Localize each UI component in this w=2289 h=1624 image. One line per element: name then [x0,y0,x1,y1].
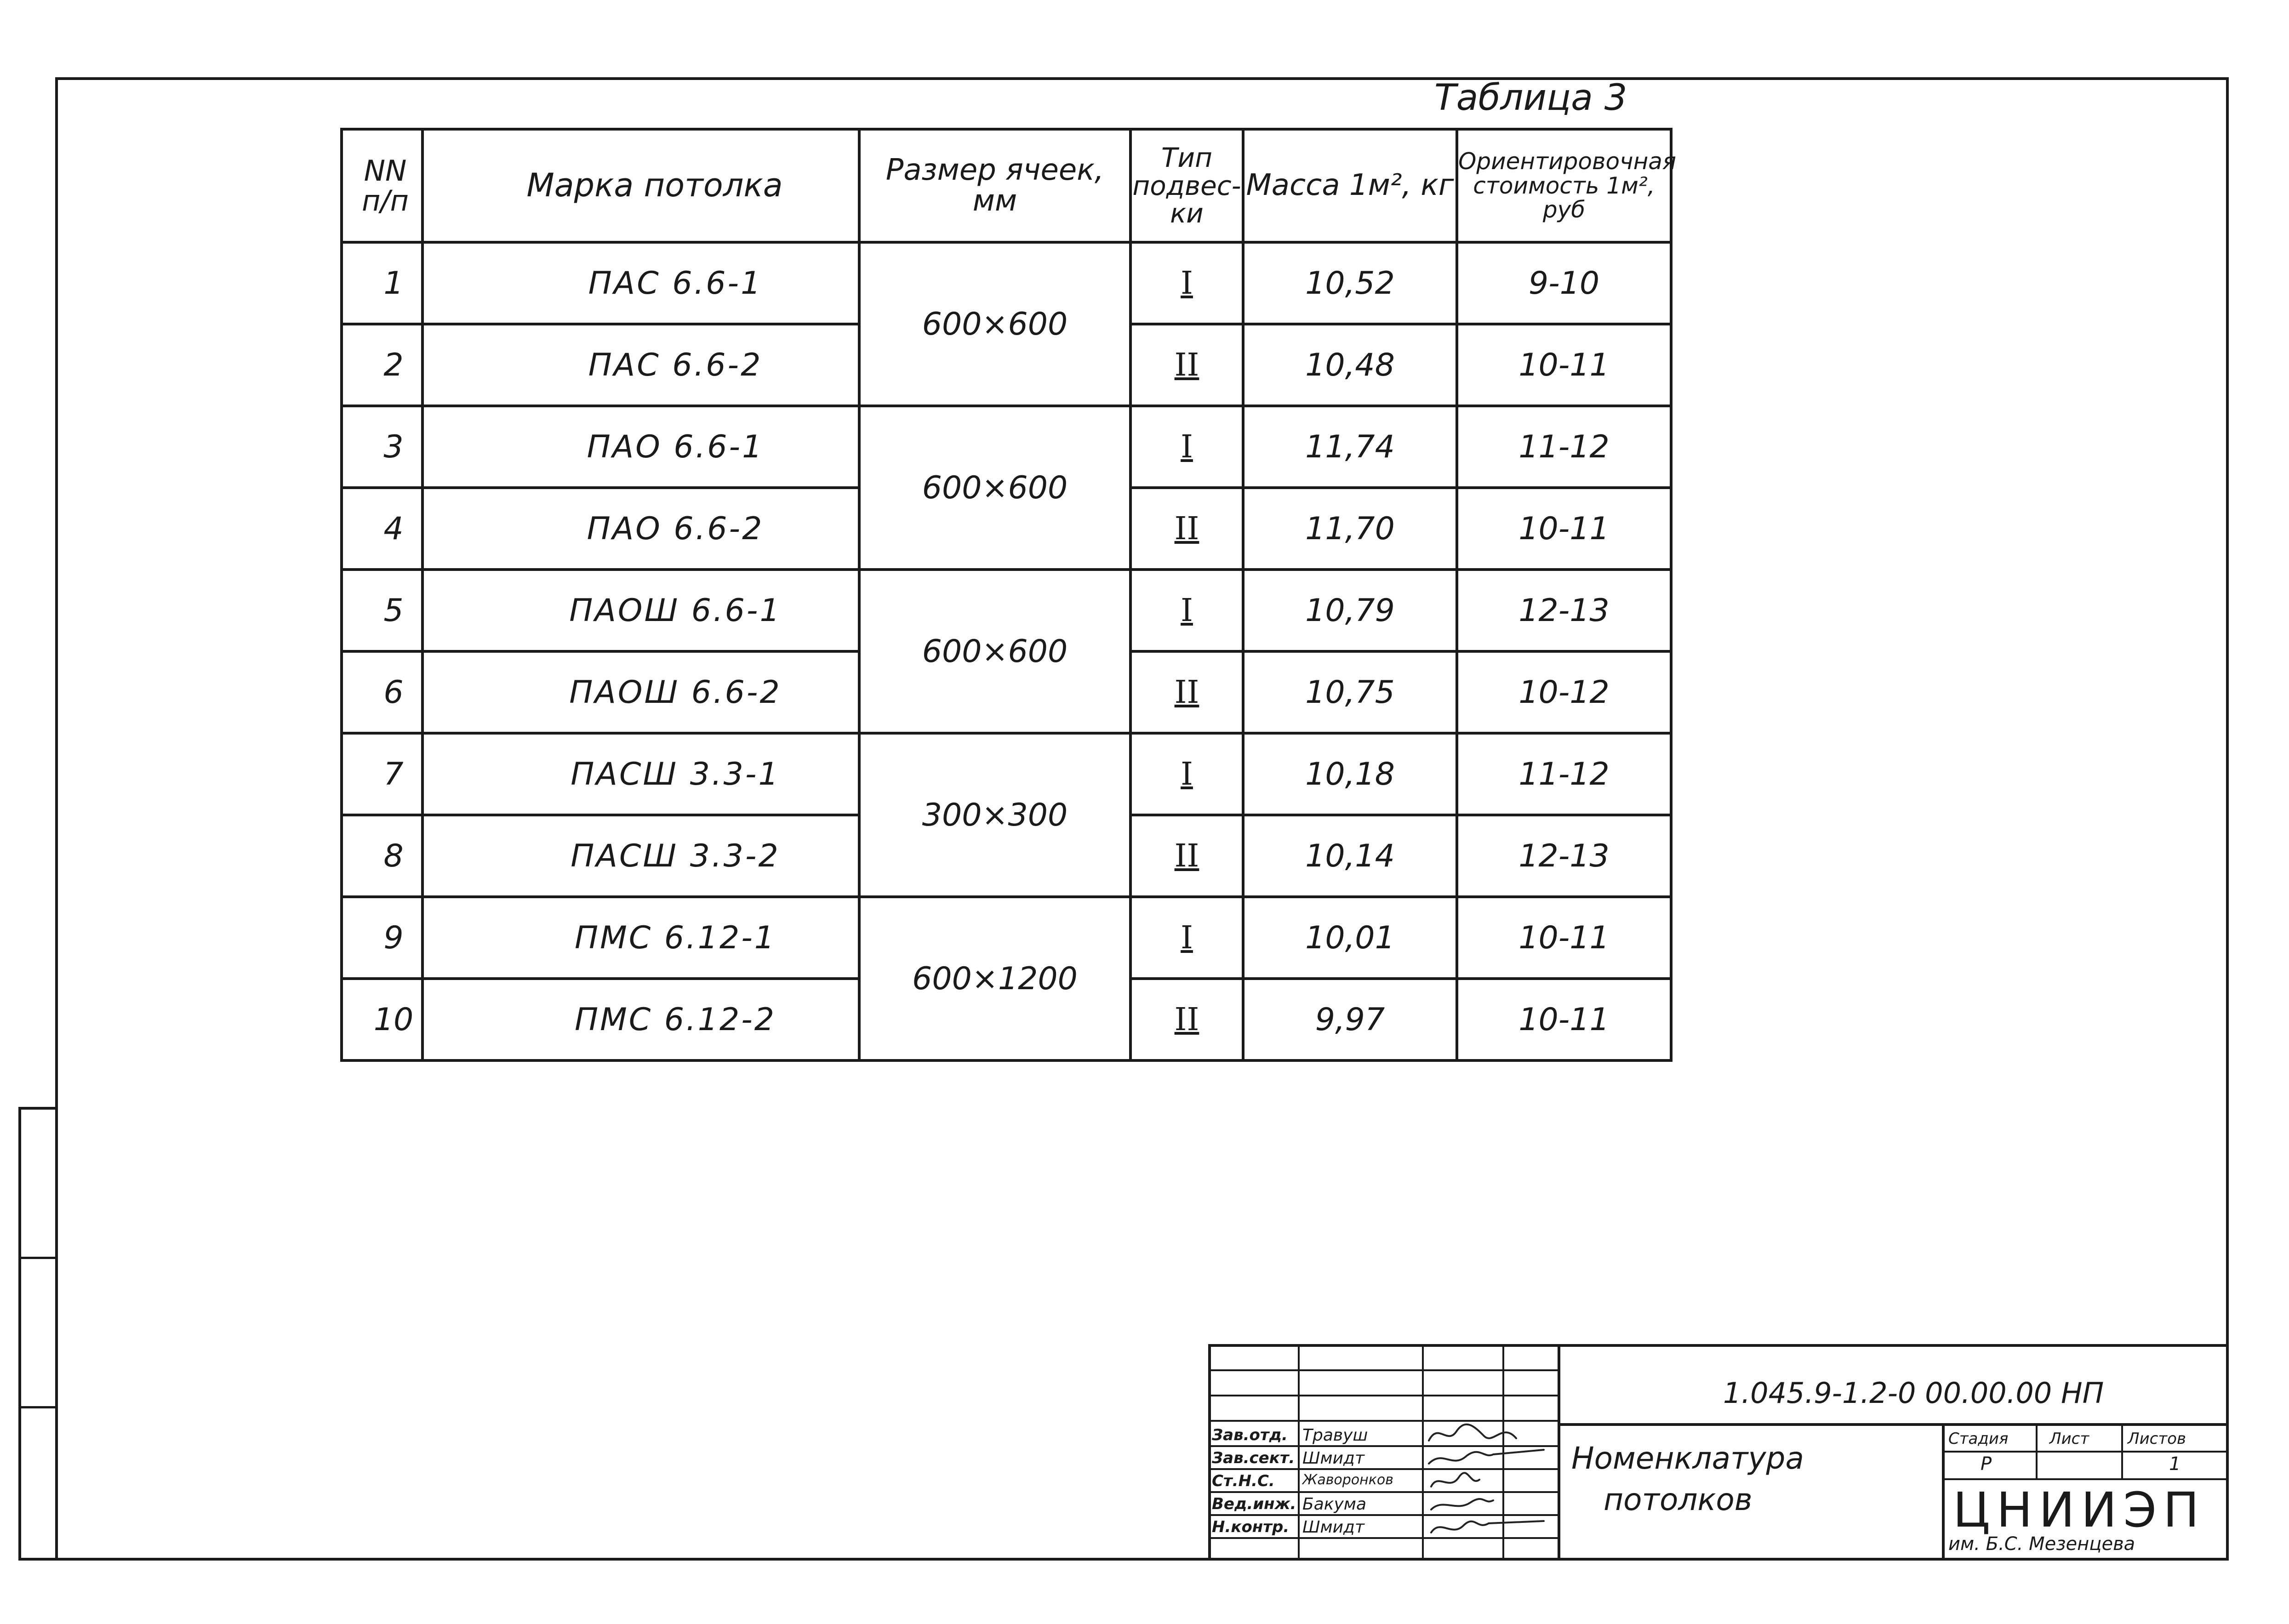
type-label: II [1174,510,1199,547]
cell-size: 600×600 [859,406,1130,570]
cell-size: 600×1200 [859,897,1130,1060]
cell-cost: 11-12 [1457,733,1671,815]
tb-line [2036,1423,2038,1478]
tb-line [2121,1423,2123,1478]
type-label: II [1174,674,1199,711]
cell-type [1130,488,1243,570]
cell-cost: 10-12 [1457,651,1671,733]
cell-num: 1 [342,242,422,324]
cell-mass: 9,97 [1243,979,1457,1060]
table-row [342,406,1671,488]
cell-type [1130,570,1243,651]
type-label: II [1174,347,1199,383]
sheets-label: Листов [2128,1430,2186,1448]
cell-mass: 11,74 [1243,406,1457,488]
role-label: Ст.Н.С. [1212,1472,1275,1490]
title-line1: Номенклатура [1571,1441,1804,1476]
type-label: I [1181,428,1193,465]
cell-type [1130,733,1243,815]
signature-mark [1431,1473,1479,1487]
nomenclature-table [340,128,1676,1062]
signature-mark [1431,1499,1493,1510]
table-caption: Таблица 3 [1434,77,1627,119]
binding-strip [18,1107,55,1561]
cell-num: 7 [342,733,422,815]
cell-type [1130,979,1243,1060]
cell-num: 9 [342,897,422,979]
header-cost: Ориентировочная стоимость 1м², руб [1457,129,1671,242]
table-row [342,242,1671,324]
cell-mark: ПАО 6.6-2 [422,488,859,570]
tb-line [1942,1478,2229,1480]
type-label: II [1174,838,1199,874]
cell-mass: 11,70 [1243,488,1457,570]
role-label: Вед.инж. [1212,1495,1296,1513]
cell-num: 8 [342,815,422,897]
header-num: NN п/п [342,129,422,242]
cell-type [1130,324,1243,406]
cell-cost: 12-13 [1457,815,1671,897]
cell-mark: ПАС 6.6-1 [422,242,859,324]
header-mass: Масса 1м², кг [1243,129,1457,242]
cell-mass: 10,14 [1243,815,1457,897]
binding-cell [21,1408,55,1558]
cell-type [1130,815,1243,897]
doc-code: 1.045.9-1.2-0 00.00.00 НП [1723,1376,2104,1410]
role-name: Шмидт [1302,1518,1364,1537]
tb-line [1298,1344,1300,1561]
cell-mark: ПАСШ 3.3-1 [422,733,859,815]
cell-mark: ПАО 6.6-1 [422,406,859,488]
binding-cell [21,1259,55,1408]
cell-type [1130,242,1243,324]
cell-type [1130,897,1243,979]
cell-num: 3 [342,406,422,488]
tb-line [1422,1344,1424,1561]
role-name: Жаворонков [1302,1472,1393,1488]
role-name: Бакума [1302,1495,1367,1514]
cell-size: 300×300 [859,733,1130,897]
role-name: Шмидт [1302,1449,1364,1468]
tb-line [1208,1369,1558,1371]
type-label: I [1181,756,1193,792]
cell-mass: 10,01 [1243,897,1457,979]
cell-num: 10 [342,979,422,1060]
tb-line [1942,1451,2229,1453]
header-size: Размер ячеек, мм [859,129,1130,242]
signature-mark [1429,1450,1544,1464]
table-row [342,733,1671,815]
type-label: I [1181,919,1193,956]
cell-num: 2 [342,324,422,406]
cell-mass: 10,18 [1243,733,1457,815]
header-mark: Марка потолка [422,129,859,242]
stage-value: Р [1981,1453,1992,1475]
org-sub: им. Б.С. Мезенцева [1948,1533,2135,1555]
cell-mass: 10,79 [1243,570,1457,651]
cell-mass: 10,48 [1243,324,1457,406]
cell-cost: 10-11 [1457,488,1671,570]
type-label: I [1181,265,1193,302]
cell-mark: ПАОШ 6.6-2 [422,651,859,733]
cell-cost: 10-11 [1457,897,1671,979]
signature-mark [1429,1425,1516,1441]
tb-line [1208,1344,1211,1561]
cell-mark: ПМС 6.12-2 [422,979,859,1060]
org-name: ЦНИИЭП [1953,1482,2206,1538]
role-name: Травуш [1302,1426,1368,1445]
cell-cost: 12-13 [1457,570,1671,651]
cell-num: 6 [342,651,422,733]
cell-size: 600×600 [859,242,1130,406]
cell-mark: ПАОШ 6.6-1 [422,570,859,651]
tb-line [1558,1423,2229,1426]
cell-mark: ПМС 6.12-1 [422,897,859,979]
table-row [342,570,1671,651]
cell-type [1130,406,1243,488]
binding-cell [21,1110,55,1259]
role-label: Н.контр. [1212,1518,1290,1536]
type-label: I [1181,592,1193,629]
role-label: Зав.сект. [1212,1449,1295,1467]
sheet-label: Лист [2049,1430,2089,1448]
tb-line [1208,1344,2229,1347]
table-row [342,897,1671,979]
header-type: Тип подвес- ки [1130,129,1243,242]
sheets-value: 1 [2169,1453,2181,1475]
tb-line [1208,1395,1558,1396]
type-label: II [1174,1001,1199,1038]
signature-mark [1431,1521,1544,1533]
role-label: Зав.отд. [1212,1426,1288,1444]
stage-label: Стадия [1948,1430,2009,1448]
cell-mass: 10,75 [1243,651,1457,733]
cell-cost: 9-10 [1457,242,1671,324]
cell-num: 5 [342,570,422,651]
cell-cost: 10-11 [1457,324,1671,406]
cell-cost: 11-12 [1457,406,1671,488]
cell-mark: ПАСШ 3.3-2 [422,815,859,897]
signatures-graphic [1424,1418,1558,1560]
title-line2: потолков [1604,1482,1752,1517]
title-block [1208,1344,2229,1561]
cell-size: 600×600 [859,570,1130,733]
cell-mark: ПАС 6.6-2 [422,324,859,406]
cell-num: 4 [342,488,422,570]
cell-cost: 10-11 [1457,979,1671,1060]
cell-mass: 10,52 [1243,242,1457,324]
table-header-row [342,129,1671,242]
cell-type [1130,651,1243,733]
tb-line [1558,1344,1560,1561]
tb-line [1942,1423,1945,1561]
